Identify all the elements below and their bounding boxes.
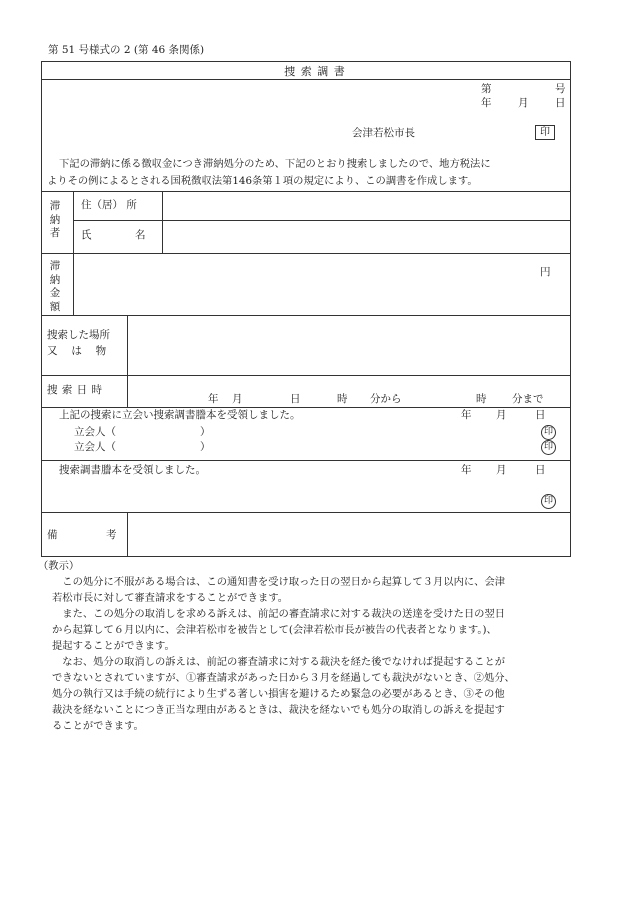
place-bottom-divider	[41, 375, 571, 376]
place-label-2: 又 は 物	[47, 345, 107, 357]
datetime-label: 捜 索 日 時	[47, 384, 103, 396]
receipt-month: 月	[496, 464, 507, 476]
notice-line: 処分の執行又は手続の続行により生ずる著しい損害を避けるため緊急の必要があるとき、③その他	[52, 688, 505, 700]
witness-month: 月	[496, 409, 507, 421]
amount-bottom-divider	[41, 315, 571, 316]
form-title: 捜 索 調 書	[284, 65, 346, 78]
witness-seal-2: 印	[541, 440, 556, 455]
witness-year: 年	[461, 409, 472, 421]
receipt-seal: 印	[541, 494, 556, 509]
datetime-hour-start: 時	[337, 393, 348, 405]
title-divider	[41, 79, 571, 80]
receipt-year: 年	[461, 464, 472, 476]
remarks-label-2: 考	[106, 529, 117, 541]
notice-line: 提起することができます。	[52, 640, 175, 652]
remarks-divider-v	[127, 512, 128, 557]
notice-line: また、この処分の取消しを求める訴えは、前記の審査請求に対する裁決の送達を受けた日の翌日	[52, 608, 506, 620]
notice-heading: （教示）	[38, 560, 80, 572]
receipt-day: 日	[535, 464, 546, 476]
witness-seal-1: 印	[541, 425, 556, 440]
address-divider	[73, 220, 571, 221]
notice-line: ることができます。	[52, 720, 144, 732]
delinquent-divider-v1	[73, 191, 74, 253]
amount-label: 滞納金額	[49, 260, 61, 313]
witness-text: 上記の捜索に立会い捜索調書謄本を受領しました。	[59, 409, 301, 421]
number-dai: 第	[481, 83, 492, 95]
date-year: 年	[481, 97, 492, 109]
datetime-bottom-divider	[41, 407, 571, 408]
datetime-minute-until: 分まで	[512, 393, 544, 405]
intro-line-2: よりその例によるとされる国税徴収法第146条第１項の規定により、この調書を作成します。	[47, 175, 478, 187]
intro-divider	[41, 191, 571, 192]
datetime-minute-from: 分から	[370, 393, 402, 405]
date-month: 月	[518, 97, 529, 109]
notice-line: 裁決を経ないことにつき正当な理由があるときは、裁決を経ないでも処分の取消しの訴えを提起す	[52, 704, 505, 716]
notice-line: この処分に不服がある場合は、この通知書を受け取った日の翌日から起算して３月以内に、会津	[52, 576, 506, 588]
receipt-text: 捜索調書謄本を受領しました。	[59, 464, 206, 476]
mayor-title: 会津若松市長	[352, 127, 415, 139]
name-label-second: 名	[135, 229, 146, 241]
datetime-hour-end: 時	[476, 393, 487, 405]
form-frame	[41, 61, 571, 557]
notice-line: なお、処分の取消しの訴えは、前記の審査請求に対する裁決を経た後でなければ提起することが	[52, 656, 506, 668]
delinquent-bottom-divider	[41, 253, 571, 254]
witness-person-1: 立会人（ ）	[74, 426, 211, 438]
datetime-month: 月	[232, 393, 243, 405]
datetime-year: 年	[208, 393, 219, 405]
witness-day: 日	[535, 409, 546, 421]
amount-unit: 円	[540, 266, 551, 278]
notice-line: 若松市長に対して審査請求をすることができます。	[52, 592, 289, 604]
form-number: 第 51 号様式の 2 (第 46 条関係)	[48, 44, 205, 56]
address-label: 住（居） 所	[81, 199, 137, 211]
notice-line: できないとされていますが、①審査請求があった日から３月を経過しても裁決がないとき、②処分、	[52, 672, 515, 684]
datetime-day: 日	[290, 393, 301, 405]
notice-body	[38, 574, 588, 734]
number-go: 号	[555, 83, 566, 95]
witness-person-2: 立会人（ ）	[74, 441, 211, 453]
delinquent-label: 滞納者	[49, 200, 61, 239]
intro-line-1: 下記の滞納に係る徴収金につき滞納処分のため、下記のとおり捜索しましたので、地方税法に	[59, 158, 491, 170]
amount-divider-v	[73, 253, 74, 315]
receipt-bottom-divider	[41, 512, 571, 513]
place-divider-v	[127, 315, 128, 407]
witness-bottom-divider	[41, 460, 571, 461]
date-day: 日	[555, 97, 566, 109]
seal-stamp: 印	[535, 125, 555, 140]
notice-line: から起算して６月以内に、会津若松市を被告として(会津若松市長が被告の代表者となります。)、	[52, 624, 497, 636]
name-label-first: 氏	[81, 229, 92, 241]
place-label-1: 捜索した場所	[47, 329, 110, 341]
delinquent-divider-v2	[162, 191, 163, 253]
remarks-label-1: 備	[47, 529, 58, 541]
